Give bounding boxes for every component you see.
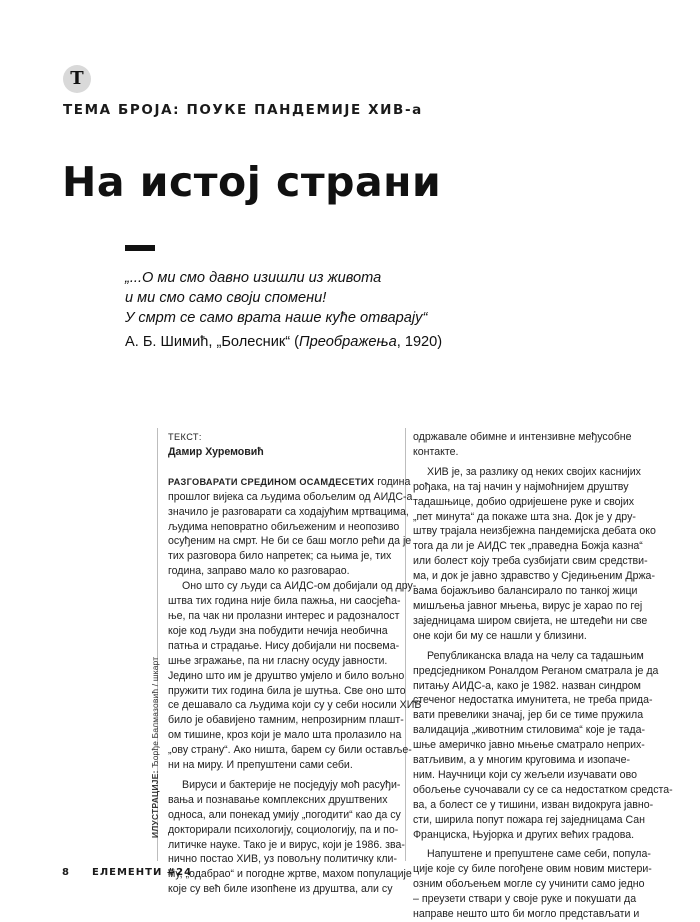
text-line: Републиканска влада на челу са тадашњим (427, 649, 644, 662)
epigraph-line: „...О ми смо давно изишли из живота (125, 270, 382, 286)
text-line: се дешавало са људима који су у себи носили ХИВ (168, 699, 422, 712)
epigraph-source (125, 334, 442, 350)
article-column-right (413, 430, 673, 922)
epigraph-line: У смрт се само врата наше куће отварају“ (125, 310, 428, 326)
epigraph-source-year: , 1920) (396, 334, 443, 350)
text-line: валидација „животним стиловима“ које је тада- (413, 724, 645, 737)
illustration-credit-label: ИЛУСТРАЦИЈЕ: (150, 770, 160, 838)
text-line: ције које су биле погођене овим новим мистери- (413, 863, 652, 876)
byline-label: ТЕКСТ: (168, 432, 202, 442)
text-line: питању АИДС-а, како је 1982. назван синдром (413, 679, 641, 692)
text-line: патња и страдање. Нису добијали ни посвема- (168, 639, 400, 652)
epigraph-line: и ми смо само своји спомени! (125, 290, 327, 306)
text-line: литичке науке. Тако је и вирус, који је 1986. зва- (168, 838, 405, 851)
text-line: шње згражање, па ни гласну осуду јавности. (168, 654, 388, 667)
text-line: оне који би му се нашли у близини. (413, 629, 587, 642)
illustration-credit (150, 657, 160, 838)
text-line: штву трајала неизбјежна пандемијска дебата око (413, 525, 656, 538)
text-line: тадашњице, добио одријешене руке и својих (413, 495, 635, 508)
text-line: обољење сучочавали су се са недостатком средста- (413, 783, 673, 796)
text-line: вања и познавање комплексних друштвених (168, 793, 388, 806)
text-line: Вируси и бактерије не посједују моћ расуђи- (182, 778, 401, 791)
text-line: предсједником Роналдом Реганом сматрала је да (413, 664, 659, 677)
epigraph (125, 268, 427, 328)
text-line: ма, и док је јавно здравство у Сједињеним Држа- (413, 570, 655, 583)
text-line: Франциска, Њујорка и других већих градова. (413, 828, 635, 841)
page-number: 8 (62, 867, 69, 878)
lead-rest: година (374, 475, 411, 488)
text-line: му, „одабрао“ и погодне жртве, махом популације (168, 868, 412, 881)
text-line: штва тих година није била пажња, ни саосјећа- (168, 595, 401, 608)
paragraph (168, 579, 422, 773)
paragraph (413, 465, 656, 644)
text-line: рођака, на тај начин у најмоћнијем друштву (413, 480, 629, 493)
text-line: сти, ширила попут пожара геј заједницама Сан (413, 813, 645, 826)
text-line: шње америчко јавно мњење сматрало неприх- (413, 739, 645, 752)
text-line: Оно што су људи са АИДС-ом добијали од дру- (182, 580, 417, 593)
text-line: односа, али понекад умију „погодити“ као да су (168, 808, 401, 821)
text-line: вама бојажљиво балансирало по танкој жици (413, 585, 638, 598)
text-line: одржавале обимне и интензивне међусобне (413, 431, 632, 443)
paragraph (168, 490, 413, 579)
text-line: нично постао ХИВ, уз повољну политичку кли- (168, 853, 397, 866)
text-line: ом тишине, кроз који је мало шта пролазило на (168, 729, 402, 742)
text-line: контакте. (413, 445, 459, 458)
text-line: које су већ биле изопћене из друштва, али су (168, 883, 393, 896)
text-line: тих разговора било напретек; са њима је, тих (168, 550, 392, 563)
article-headline: На истој страни (62, 158, 442, 206)
text-line: заједницама широм свијета, не штедећи ни све (413, 614, 648, 627)
text-line: Напуштене и препуштене саме себи, популa- (427, 848, 651, 861)
paragraph (413, 430, 638, 460)
epigraph-source-work: Преображења (299, 334, 397, 350)
text-line: значило је разговарати са ходајућим мртвацима, (168, 505, 409, 518)
headline-dash-divider (125, 245, 155, 251)
text-line: ва, а болест се у тишини, изван видокруга јавно- (413, 798, 654, 811)
text-line: озним обољењем могле су учинити само једно (413, 878, 645, 891)
text-line: тога да ли је АИДС тек „праведна Божја казна“ (413, 540, 643, 553)
epigraph-source-author: А. Б. Шимић, „Болесник“ ( (125, 334, 299, 350)
text-line: ним. Научници који су жељели изучавати ово (413, 768, 637, 781)
section-icon-badge: Т (63, 65, 91, 93)
text-line: или болест коју треба сузбијати свим средстви- (413, 555, 648, 568)
text-line: година, заправо мало ко разговарао. (168, 565, 350, 578)
text-line: стеченог недостатка имунитета, не треба прида- (413, 694, 653, 707)
lead-small-caps: РАЗГОВАРАТИ СРЕДИНОМ ОСАМДЕСЕТИХ (168, 476, 375, 487)
text-line: било је обавијено тамним, непрозирним плашт- (168, 714, 404, 727)
paragraph (413, 649, 673, 843)
text-line: пружити тих година била је шутња. Све оно што (168, 684, 406, 697)
text-line: људима неповратно обиљеженим и неопозиво (168, 520, 400, 533)
text-line: Једино што им је друштво умјело и било вољно (168, 669, 405, 682)
text-line: осуђеним на смрт. Не би се баш могло рећи да је (168, 535, 412, 548)
text-line: „ову страну“. Ако ништа, барем су били оставље- (168, 744, 412, 757)
text-line: ватљивим, а у многим круговима и изопаче- (413, 754, 630, 767)
text-line: направе нешто што би могло представљати и (413, 908, 640, 921)
text-line: ХИВ је, за разлику од неких својих каснијих (427, 465, 641, 478)
paragraph (413, 847, 652, 922)
text-line: ни на миру. И препуштени сами себи. (168, 759, 353, 772)
text-line: – преузети ствари у своје руке и покушати да (413, 893, 637, 906)
text-line: мишљења јавног мњења, вирус је харао по геј (413, 599, 643, 612)
illustration-credit-text: Ђорђе Балмазовић / шкарт (150, 656, 160, 771)
article-column-left (168, 430, 422, 897)
text-line: прошлог вијека са људима обољелим од АИДС-а (168, 490, 413, 503)
text-line: докторирали психологију, социологију, па и по- (168, 823, 399, 836)
text-line: које код људи зна побудити нечија необична (168, 624, 388, 637)
text-line: ње, па чак ни пролазни интерес и радозналост (168, 609, 400, 622)
paragraph (168, 778, 412, 897)
byline-author: Дамир Хуремовић (168, 445, 264, 458)
text-line: вати превелики значај, јер би се тиме пружила (413, 709, 644, 722)
lead-line (168, 475, 411, 490)
text-line: „пет минута“ да покаже шта зна. Док је у дру- (413, 510, 636, 523)
section-label: ТЕМА БРОЈА: ПОУКЕ ПАНДЕМИЈЕ ХИВ-а (63, 102, 423, 118)
magazine-name: ЕЛЕМЕНТИ #24 (92, 867, 193, 878)
